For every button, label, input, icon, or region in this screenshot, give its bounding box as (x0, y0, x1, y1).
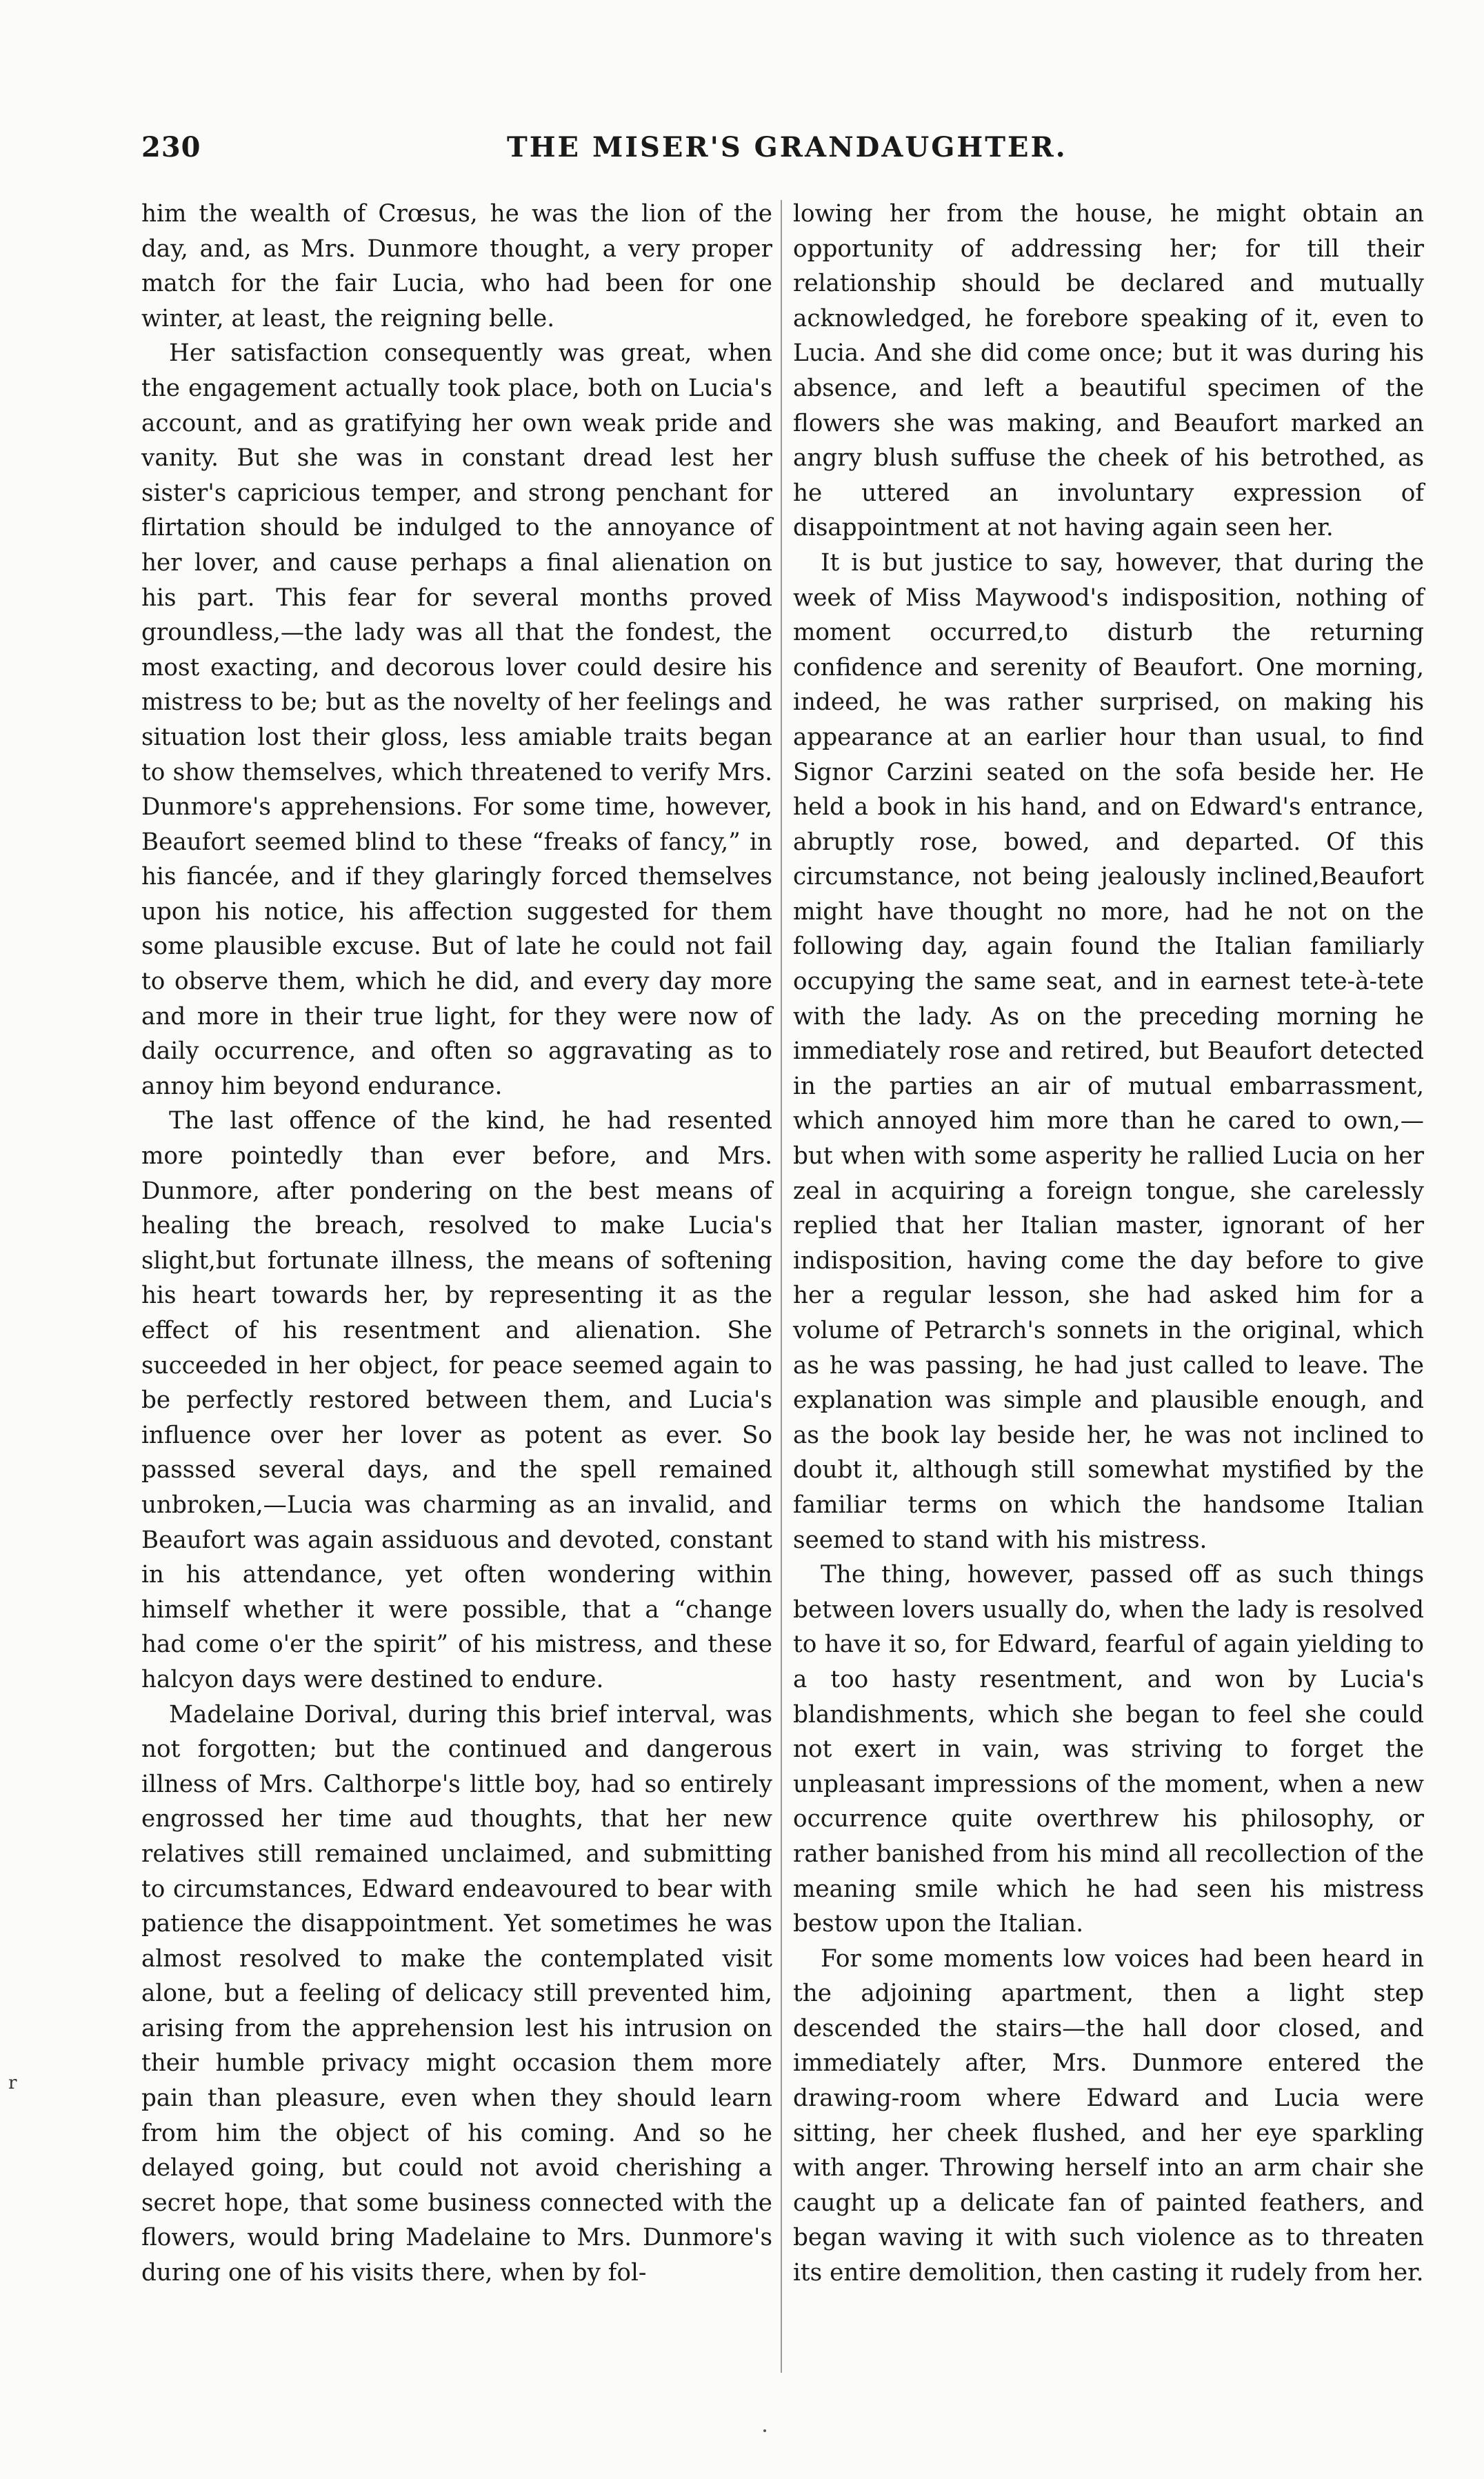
page-number: 230 (141, 131, 201, 163)
page-header (141, 131, 1414, 186)
paragraph: Madelaine Dorival, during this brief interval, was not forgotten; but the continued and dangerous illness of Mrs. Calthorpe's little boy, had so entirely engrossed her time aud thoughts, that her new relatives still remained unclaimed, and submitting to circumstances, Edward endeavoured to bear with patience the disappointment. Yet sometimes he was almost resolved to make the contemplated visit alone, but a feeling of delicacy still prevented him, arising from the apprehension lest his intrusion on their humble privacy might occasion them more pain than pleasure, even when they should learn from him the object of his coming. And so he delayed going, but could not avoid cherishing a secret hope, that some business connected with the flowers, would bring Madelaine to Mrs. Dunmore's during one of his visits there, when by fol- (141, 1700, 772, 2287)
left-column (141, 197, 772, 2291)
column-divider (781, 200, 782, 2373)
paragraph: For some moments low voices had been heard in the adjoining apartment, then a light step descended the stairs—the hall door closed, and immediately after, Mrs. Dunmore entered the drawing-room where Edward and Lucia were sitting, her cheek flushed, and her eye sparkling with anger. Throwing herself into an arm chair she caught up a delicate fan of painted feathers, and began waving it with such violence as to threaten its entire demolition, then casting it rudely from her. (793, 1944, 1424, 2287)
paragraph: It is but justice to say, however, that during the week of Miss Maywood's indisposition, nothing of moment occurred,to disturb the returning confidence and serenity of Beaufort. One morning, indeed, he was rather surprised, on making his appearance at an earlier hour than usual, to find Signor Carzini seated on the sofa beside her. He held a book in his hand, and on Edward's entrance, abruptly rose, bowed, and departed. Of this circumstance, not being jealously inclined,Beaufort might have thought no more, had he not on the following day, again found the Italian familiarly occupying the same seat, and in earnest tete-à-tete with the lady. As on the preceding morning he immediately rose and retired, but Beaufort detected in the parties an air of mutual embarrassment, which annoyed him more than he cared to own,—but when with some asperity he rallied Lucia on her zeal in acquiring a foreign tongue, she carelessly replied that her Italian master, ignorant of her indisposition, having come the day before to give her a regular lesson, she had asked him for a volume of Petrarch's sonnets in the original, which as he was passing, he had just called to leave. The explanation was simple and plausible enough, and as the book lay beside her, he was not inclined to doubt it, although still somewhat mystified by the familiar terms on which the handsome Italian seemed to stand with his mistress. (793, 548, 1424, 1554)
paragraph: The last offence of the kind, he had resented more pointedly than ever before, and Mrs. Dunmore, after pondering on the best means of healing the breach, resolved to make Lucia's slight,but fortunate illness, the means of softening his heart towards her, by representing it as the effect of his resentment and alienation. She succeeded in her object, for peace seemed again to be perfectly restored between them, and Lucia's influence over her lover as potent as ever. So passsed several days, and the spell remained unbroken,—Lucia was charming as an invalid, and Beaufort was again assiduous and devoted, constant in his attendance, yet often wondering within himself whether it were possible, that a “change had come o'er the spirit” of his mistress, and these halcyon days were destined to endure. (141, 1107, 772, 1693)
page-speck (763, 2429, 766, 2432)
paragraph: him the wealth of Crœsus, he was the lion of the day, and, as Mrs. Dunmore thought, a very proper match for the fair Lucia, who had been for one winter, at least, the reigning belle. (141, 200, 772, 332)
paragraph: The thing, however, passed off as such things between lovers usually do, when the lady is resolved to have it so, for Edward, fearful of again yielding to a too hasty resentment, and won by Lucia's blandishments, which she began to feel she could not exert in vain, was striving to forget the unpleasant impressions of the moment, when a new occurrence quite overthrew his philosophy, or rather banished from his mind all recollection of the meaning smile which he had seen his mistress bestow upon the Italian. (793, 1561, 1424, 1938)
running-title: THE MISER'S GRANDAUGHTER. (507, 131, 1067, 163)
right-column (793, 197, 1424, 2291)
paragraph: lowing her from the house, he might obtain an opportunity of addressing her; for till their relationship should be declared and mutually acknowledged, he forebore speaking of it, even to Lucia. And she did come once; but it was during his absence, and left a beautiful specimen of the flowers she was making, and Beaufort marked an angry blush suffuse the cheek of his betrothed, as he uttered an involuntary expression of disappointment at not having again seen her. (793, 200, 1424, 542)
paragraph: Her satisfaction consequently was great, when the engagement actually took place, both on Lucia's account, and as gratifying her own weak pride and vanity. But she was in constant dread lest her sister's capricious temper, and strong penchant for flirtation should be indulged to the annoyance of her lover, and cause perhaps a final alienation on his part. This fear for several months proved groundless,—the lady was all that the fondest, the most exacting, and decorous lover could desire his mistress to be; but as the novelty of her feelings and situation lost their gloss, less amiable traits began to show themselves, which threatened to verify Mrs. Dunmore's apprehensions. For some time, however, Beaufort seemed blind to these “freaks of fancy,” in his fiancée, and if they glaringly forced themselves upon his notice, his affection suggested for them some plausible excuse. But of late he could not fail to observe them, which he did, and every day more and more in their true light, for they were now of daily occurrence, and often so aggravating as to annoy him beyond endurance. (141, 339, 772, 1100)
margin-mark: r (8, 2073, 17, 2093)
